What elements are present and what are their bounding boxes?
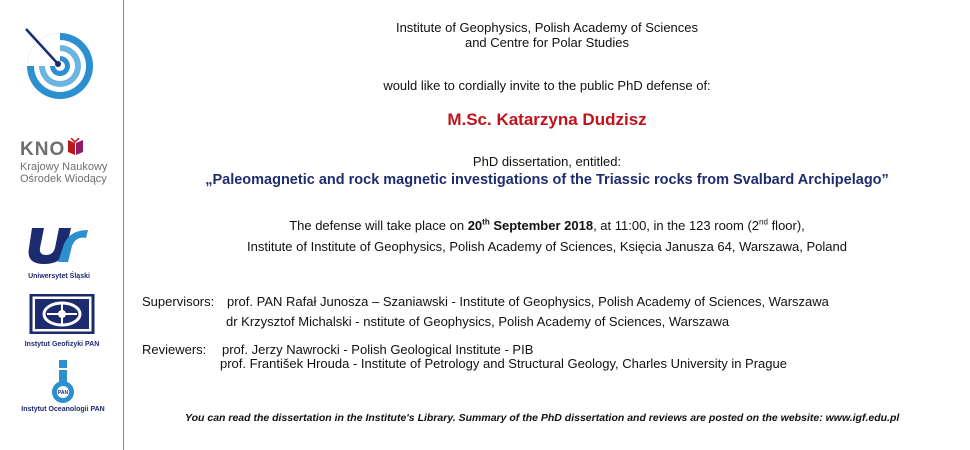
igf-caption: Instytut Geofizyki PAN [24,341,100,348]
dissertation-title: „Paleomagnetic and rock magnetic investigations of the Triassic rocks from Svalbard Archipelago” [205,172,889,188]
invite-text: would like to cordially invite to the public PhD defense of: [383,78,711,93]
igf-logo [24,294,100,348]
logo-sidebar [0,0,123,450]
supervisor-item: dr Krzysztof Michalski - nstitute of Geophysics, Polish Academy of Sciences, Warszawa [226,314,730,329]
footer-note: You can read the dissertation in the Institute's Library. Summary of the PhD dissertation and reviews are posted on the website: www.igf.edu.pl [185,412,900,424]
us-emblem-icon [26,224,92,264]
institute-line-1: Institute of Geophysics, Polish Academy of Sciences [395,20,699,35]
kno-logo-text: KNO [20,138,66,160]
institute-line-2: and Centre for Polar Studies [464,35,630,50]
us-caption: Uniwersytet Śląski [28,273,90,280]
kno-logo [20,138,110,185]
kno-caption-1: Krajowy Naukowy [20,161,108,173]
svg-text:PAN: PAN [57,390,69,396]
reviewers-label: Reviewers: [142,342,207,357]
kno-caption-2: Ośrodek Wiodący [20,173,107,185]
reviewer-item: prof. Jerzy Nawrocki - Polish Geological Institute - PIB [222,342,534,357]
defense-address: Institute of Institute of Geophysics, Polish Academy of Sciences, Księcia Janusza 64, Warszawa, Poland [247,239,847,254]
igf-emblem-icon [29,294,95,334]
iopan-caption: Instytut Oceanologii PAN [21,406,105,413]
us-logo [26,224,92,280]
invitation-body [124,0,970,450]
reviewer-item: prof. František Hrouda - Institute of Petrology and Structural Geology, Charles University in Prague [220,356,787,371]
polar-studies-logo [18,20,104,102]
dissertation-label: PhD dissertation, entitled: [472,154,622,169]
iopan-emblem-icon [48,360,78,404]
candidate-name: M.Sc. Katarzyna Dudzisz [447,110,647,129]
defense-details: The defense will take place on 20th September 2018, at 11:00, in the 123 room (2nd floor), [289,217,805,233]
supervisor-item: prof. PAN Rafał Junosza – Szaniawski - Institute of Geophysics, Polish Academy of Sciences, Warszawa [227,294,829,309]
supervisors-label: Supervisors: [142,294,215,309]
iopan-logo [20,360,106,413]
kno-book-icon [67,138,84,161]
